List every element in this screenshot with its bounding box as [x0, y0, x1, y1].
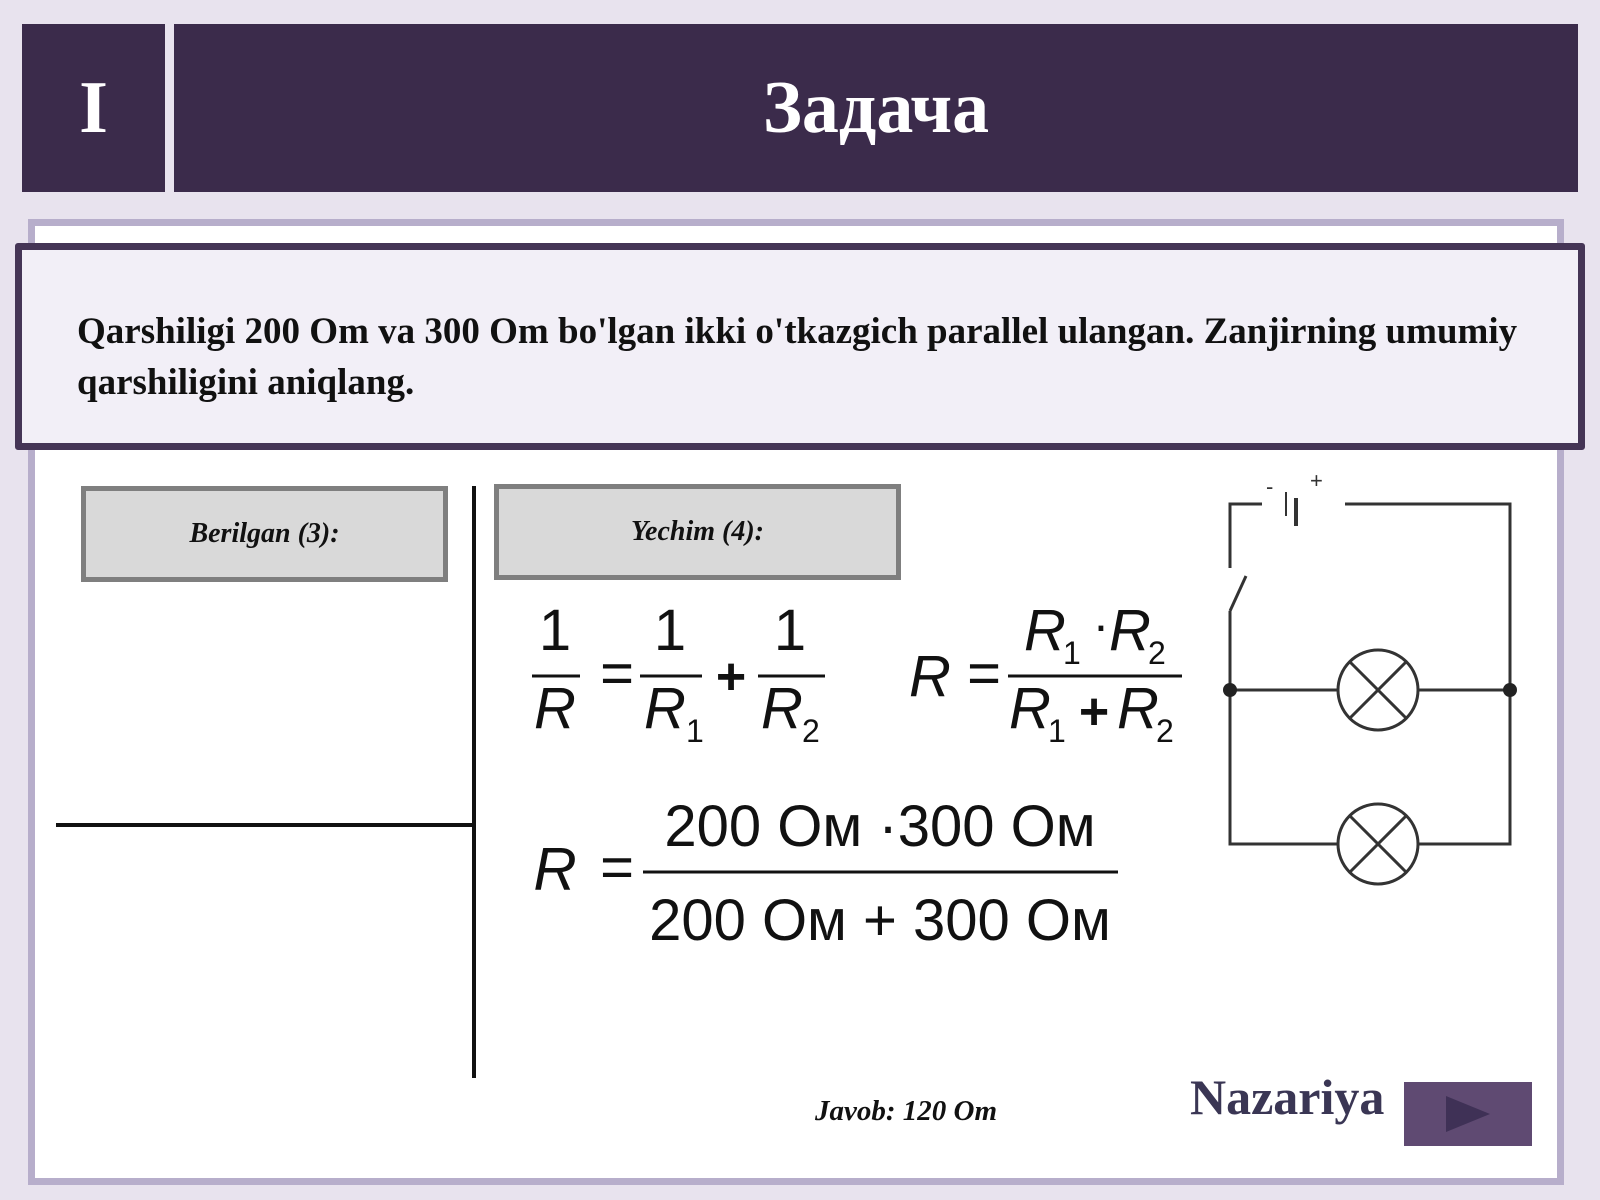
f1-t2-sub: 2 [802, 713, 820, 749]
formula-parallel-sum [532, 598, 825, 749]
f2-den-a: R [1009, 676, 1051, 741]
f1-t1-den: R [644, 676, 686, 741]
circuit-diagram [1190, 468, 1530, 888]
f2-num-a: R [1024, 598, 1066, 663]
f2-eq: = [967, 641, 1001, 706]
solution-label: Yechim (4): [631, 516, 764, 547]
f1-lhs-den: R [534, 676, 576, 741]
lamp1-icon [1338, 650, 1418, 730]
f2-num-a-sub: 1 [1063, 635, 1081, 671]
f3-eq: = [600, 835, 634, 900]
f1-t2-den: R [761, 676, 803, 741]
f2-dot: · [1092, 597, 1110, 653]
f2-den-a-sub: 1 [1048, 713, 1066, 749]
f1-plus: + [715, 648, 747, 706]
formula-numeric [533, 794, 1118, 953]
divider-horizontal [56, 823, 474, 827]
problem-text: Qarshiligi 200 Om va 300 Om bo'lgan ikki o'tkazgich parallel ulangan. Zanjirning umumiy qarshiligini aniqlang. [77, 311, 1518, 403]
solution-label-box [494, 484, 901, 580]
f3-lhs: R [533, 836, 577, 903]
f1-t2-num: 1 [773, 598, 807, 663]
f2-plus: + [1078, 683, 1110, 741]
f3-numerator: 200 Ом ·300 Ом [664, 794, 1096, 859]
f1-t1-sub: 1 [686, 713, 704, 749]
f2-num-b: R [1109, 598, 1151, 663]
junction-right [1503, 683, 1517, 697]
junction-left [1223, 683, 1237, 697]
f1-lhs-num: 1 [538, 598, 572, 663]
given-label: Berilgan (3): [189, 518, 340, 549]
wire-top-left [1230, 504, 1262, 530]
f3-denominator: 200 Ом + 300 Ом [649, 888, 1111, 953]
branch2-left-wire [1230, 690, 1338, 844]
divider-vertical [472, 486, 476, 1078]
f1-t1-num: 1 [653, 598, 687, 663]
problem-box [15, 243, 1585, 450]
next-button[interactable] [1404, 1082, 1532, 1146]
play-arrow-icon [1438, 1092, 1498, 1136]
branch2-right-wire [1418, 690, 1510, 844]
theory-link[interactable]: Nazariya [1190, 1069, 1385, 1125]
f2-lhs: R [909, 644, 951, 709]
slide-number: I [22, 24, 165, 192]
lamp2-icon [1338, 804, 1418, 884]
f1-eq: = [600, 641, 634, 706]
switch-lever [1230, 576, 1246, 611]
answer-text: Javob: 120 Om [815, 1095, 998, 1127]
slide-title: Задача [174, 24, 1578, 192]
f2-den-b: R [1117, 676, 1159, 741]
battery-minus-label: - [1266, 474, 1274, 499]
f2-num-b-sub: 2 [1148, 635, 1166, 671]
formula-product-over-sum [909, 597, 1182, 749]
solution-formulas [500, 580, 1200, 1000]
battery-plus-label: + [1310, 468, 1323, 493]
given-label-box [81, 486, 448, 582]
f2-den-b-sub: 2 [1156, 713, 1174, 749]
